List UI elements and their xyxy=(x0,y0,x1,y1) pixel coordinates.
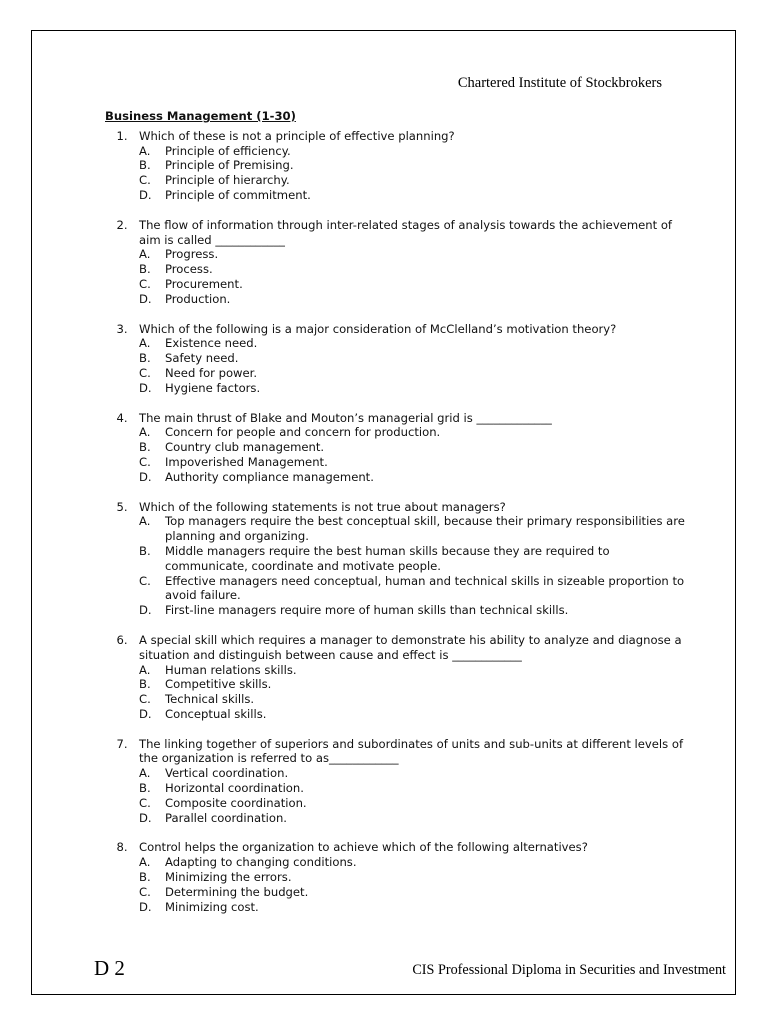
option-text: Principle of commitment. xyxy=(165,187,311,202)
option-text: Principle of efficiency. xyxy=(165,143,291,158)
question-number: 2. xyxy=(116,217,128,232)
answer-option xyxy=(139,381,685,396)
option-text: Principle of hierarchy. xyxy=(165,173,290,188)
option-text: Process. xyxy=(165,262,213,277)
option-letter: D. xyxy=(139,706,152,721)
answer-options xyxy=(139,766,685,825)
option-text: Conceptual skills. xyxy=(165,706,267,721)
option-letter: C. xyxy=(139,365,151,380)
option-letter: D. xyxy=(139,469,152,484)
answer-option xyxy=(139,885,685,900)
option-letter: C. xyxy=(139,173,151,188)
answer-option xyxy=(139,144,685,159)
question-list xyxy=(105,129,685,915)
option-letter: D. xyxy=(139,810,152,825)
question-text: The main thrust of Blake and Mouton’s managerial grid is _____________ xyxy=(139,410,552,425)
question-stem xyxy=(105,500,685,515)
answer-option xyxy=(139,277,685,292)
footer-course: CIS Professional Diploma in Securities and Investment xyxy=(412,962,726,978)
question-stem xyxy=(105,129,685,144)
answer-option xyxy=(139,766,685,781)
question-item xyxy=(105,737,685,826)
option-text: Authority compliance management. xyxy=(165,469,374,484)
answer-option xyxy=(139,173,685,188)
option-text: Middle managers require the best human skills because they are required to communicate, coordinate and motivate people. xyxy=(165,543,610,573)
answer-options xyxy=(139,514,685,618)
option-letter: C. xyxy=(139,276,151,291)
option-letter: A. xyxy=(139,425,151,440)
answer-option xyxy=(139,425,685,440)
option-letter: D. xyxy=(139,380,152,395)
option-letter: A. xyxy=(139,855,151,870)
answer-option xyxy=(139,351,685,366)
exam-content xyxy=(105,109,685,929)
question-text: The linking together of superiors and subordinates of units and sub-units at different levels of the organization is referred to as____________ xyxy=(139,736,687,766)
option-text: First-line managers require more of human skills than technical skills. xyxy=(165,603,569,618)
option-text: Top managers require the best conceptual skill, because their primary responsibilities are planning and organizing. xyxy=(165,514,685,544)
option-text: Country club management. xyxy=(165,440,325,455)
question-text: Control helps the organization to achieve which of the following alternatives? xyxy=(139,840,588,855)
option-letter: A. xyxy=(139,662,151,677)
header-organization: Chartered Institute of Stockbrokers xyxy=(457,75,662,91)
option-letter: D. xyxy=(139,187,152,202)
option-text: Principle of Premising. xyxy=(165,158,294,173)
answer-option xyxy=(139,677,685,692)
option-text: Adapting to changing conditions. xyxy=(165,855,357,870)
question-text: Which of the following statements is not true about managers? xyxy=(139,499,506,514)
question-item xyxy=(105,411,685,485)
answer-options xyxy=(139,663,685,722)
question-number: 5. xyxy=(116,499,128,514)
option-text: Existence need. xyxy=(165,336,258,351)
option-text: Impoverished Management. xyxy=(165,454,328,469)
option-text: Human relations skills. xyxy=(165,662,297,677)
option-letter: B. xyxy=(139,262,151,277)
question-item xyxy=(105,633,685,722)
option-text: Procurement. xyxy=(165,276,243,291)
question-text: Which of these is not a principle of effective planning? xyxy=(139,128,455,143)
option-letter: C. xyxy=(139,795,151,810)
option-text: Concern for people and concern for production. xyxy=(165,425,441,440)
option-text: Minimizing cost. xyxy=(165,899,259,914)
answer-option xyxy=(139,158,685,173)
section-title: Business Management (1-30) xyxy=(105,109,296,123)
option-letter: B. xyxy=(139,158,151,173)
option-letter: D. xyxy=(139,899,152,914)
option-text: Composite coordination. xyxy=(165,795,307,810)
answer-option xyxy=(139,470,685,485)
question-number: 3. xyxy=(116,321,128,336)
question-item xyxy=(105,129,685,203)
answer-option xyxy=(139,811,685,826)
option-letter: B. xyxy=(139,870,151,885)
answer-option xyxy=(139,870,685,885)
option-text: Parallel coordination. xyxy=(165,810,287,825)
answer-option xyxy=(139,707,685,722)
answer-option xyxy=(139,692,685,707)
option-text: Technical skills. xyxy=(165,692,255,707)
answer-options xyxy=(139,425,685,484)
question-stem xyxy=(105,218,685,248)
question-number: 6. xyxy=(116,632,128,647)
option-text: Minimizing the errors. xyxy=(165,870,292,885)
answer-option xyxy=(139,781,685,796)
question-text: Which of the following is a major consideration of McClelland’s motivation theory? xyxy=(139,321,617,336)
answer-option xyxy=(139,796,685,811)
option-text: Horizontal coordination. xyxy=(165,781,304,796)
question-number: 7. xyxy=(116,736,128,751)
answer-option xyxy=(139,855,685,870)
answer-options xyxy=(139,247,685,306)
option-letter: A. xyxy=(139,766,151,781)
answer-option xyxy=(139,188,685,203)
option-letter: C. xyxy=(139,884,151,899)
option-letter: A. xyxy=(139,143,151,158)
option-text: Progress. xyxy=(165,247,219,262)
option-text: Effective managers need conceptual, human and technical skills in sizeable proportion to avoid failure. xyxy=(165,573,685,603)
question-number: 8. xyxy=(116,840,128,855)
option-letter: B. xyxy=(139,543,151,558)
question-stem xyxy=(105,633,685,663)
answer-option xyxy=(139,336,685,351)
question-number: 1. xyxy=(116,128,128,143)
question-item xyxy=(105,218,685,307)
question-text: The flow of information through inter-related stages of analysis towards the achievement of aim is called ____________ xyxy=(139,217,676,247)
answer-option xyxy=(139,574,685,604)
answer-option xyxy=(139,247,685,262)
answer-options xyxy=(139,144,685,203)
question-item xyxy=(105,840,685,914)
option-text: Need for power. xyxy=(165,365,258,380)
answer-option xyxy=(139,900,685,915)
option-letter: B. xyxy=(139,677,151,692)
option-text: Safety need. xyxy=(165,351,239,366)
option-text: Determining the budget. xyxy=(165,884,309,899)
option-letter: D. xyxy=(139,603,152,618)
question-stem xyxy=(105,840,685,855)
option-letter: B. xyxy=(139,781,151,796)
option-letter: B. xyxy=(139,351,151,366)
answer-option xyxy=(139,366,685,381)
answer-options xyxy=(139,336,685,395)
question-stem xyxy=(105,411,685,426)
question-text: A special skill which requires a manager to demonstrate his ability to analyze and diagnose a situation and distinguish between cause and effect is ____________ xyxy=(139,632,686,662)
answer-option xyxy=(139,440,685,455)
question-number: 4. xyxy=(116,410,128,425)
answer-option xyxy=(139,544,685,574)
question-item xyxy=(105,500,685,618)
answer-option xyxy=(139,663,685,678)
option-text: Competitive skills. xyxy=(165,677,272,692)
option-letter: D. xyxy=(139,291,152,306)
option-letter: C. xyxy=(139,692,151,707)
answer-option xyxy=(139,514,685,544)
option-letter: B. xyxy=(139,440,151,455)
footer-page-code: D 2 xyxy=(94,956,125,980)
option-letter: C. xyxy=(139,454,151,469)
option-letter: A. xyxy=(139,514,151,529)
question-item xyxy=(105,322,685,396)
option-letter: A. xyxy=(139,336,151,351)
question-stem xyxy=(105,322,685,337)
option-letter: C. xyxy=(139,573,151,588)
answer-option xyxy=(139,603,685,618)
option-letter: A. xyxy=(139,247,151,262)
answer-option xyxy=(139,292,685,307)
question-stem xyxy=(105,737,685,767)
answer-option xyxy=(139,455,685,470)
answer-option xyxy=(139,262,685,277)
option-text: Vertical coordination. xyxy=(165,766,289,781)
option-text: Hygiene factors. xyxy=(165,380,261,395)
option-text: Production. xyxy=(165,291,231,306)
answer-options xyxy=(139,855,685,914)
